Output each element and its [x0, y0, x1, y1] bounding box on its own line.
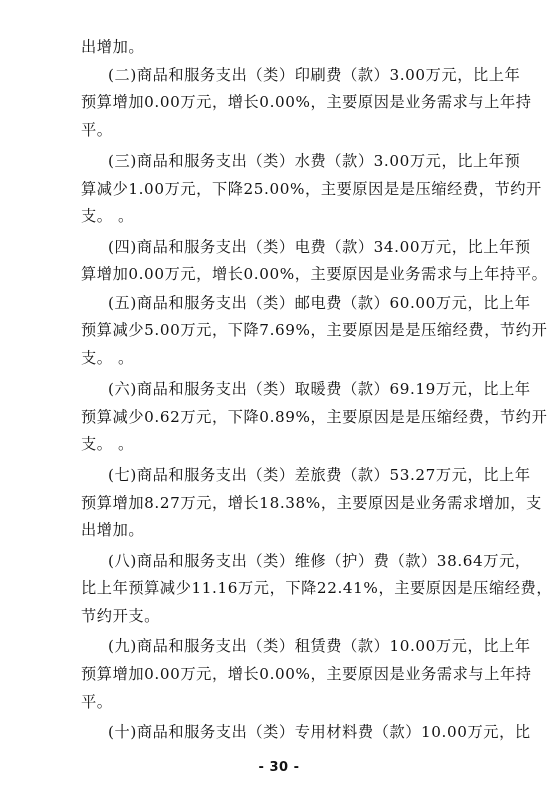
- paragraph-6-line-1: (六)商品和服务支出（类）取暖费（款）69.19万元，比上年: [108, 380, 531, 398]
- page-number: - 30 -: [258, 760, 300, 775]
- paragraph-4-line-2: 算增加0.00万元，增长0.00%，主要原因是业务需求与上年持平。: [81, 265, 548, 283]
- paragraph-6-line-2: 预算减少0.62万元，下降0.89%，主要原因是是压缩经费，节约开: [81, 408, 548, 426]
- paragraph-4-line-1: (四)商品和服务支出（类）电费（款）34.00万元，比上年预: [108, 238, 531, 256]
- paragraph-8-line-3: 节约开支。: [81, 607, 160, 625]
- paragraph-5-line-2: 预算减少5.00万元，下降7.69%，主要原因是是压缩经费，节约开: [81, 321, 548, 339]
- paragraph-5-line-1: (五)商品和服务支出（类）邮电费（款）60.00万元，比上年: [108, 294, 531, 312]
- paragraph-3-line-2: 算减少1.00万元，下降25.00%，主要原因是是压缩经费，节约开: [81, 180, 542, 198]
- paragraph-3-line-3: 支。 。: [81, 207, 134, 225]
- paragraph-2-line-3: 平。: [81, 121, 113, 139]
- paragraph-3-line-1: (三)商品和服务支出（类）水费（款）3.00万元，比上年预: [108, 152, 521, 170]
- paragraph-2-line-1: (二)商品和服务支出（类）印刷费（款）3.00万元，比上年: [108, 66, 521, 84]
- text-line: 出增加。: [81, 38, 145, 56]
- paragraph-7-line-3: 出增加。: [81, 521, 145, 539]
- paragraph-5-line-3: 支。 。: [81, 349, 134, 367]
- paragraph-2-line-2: 预算增加0.00万元，增长0.00%，主要原因是业务需求与上年持: [81, 93, 532, 111]
- paragraph-8-line-2: 比上年预算减少11.16万元，下降22.41%，主要原因是压缩经费，: [81, 579, 553, 597]
- paragraph-9-line-2: 预算增加0.00万元，增长0.00%，主要原因是业务需求与上年持: [81, 665, 532, 683]
- paragraph-8-line-1: (八)商品和服务支出（类）维修（护）费（款）38.64万元，: [108, 552, 531, 570]
- paragraph-10-line-1: (十)商品和服务支出（类）专用材料费（款）10.00万元，比: [108, 723, 531, 741]
- paragraph-6-line-3: 支。 。: [81, 435, 134, 453]
- paragraph-9-line-1: (九)商品和服务支出（类）租赁费（款）10.00万元，比上年: [108, 637, 531, 655]
- paragraph-7-line-2: 预算增加8.27万元，增长18.38%，主要原因是业务需求增加，支: [81, 494, 542, 512]
- paragraph-9-line-3: 平。: [81, 693, 113, 711]
- paragraph-7-line-1: (七)商品和服务支出（类）差旅费（款）53.27万元，比上年: [108, 466, 531, 484]
